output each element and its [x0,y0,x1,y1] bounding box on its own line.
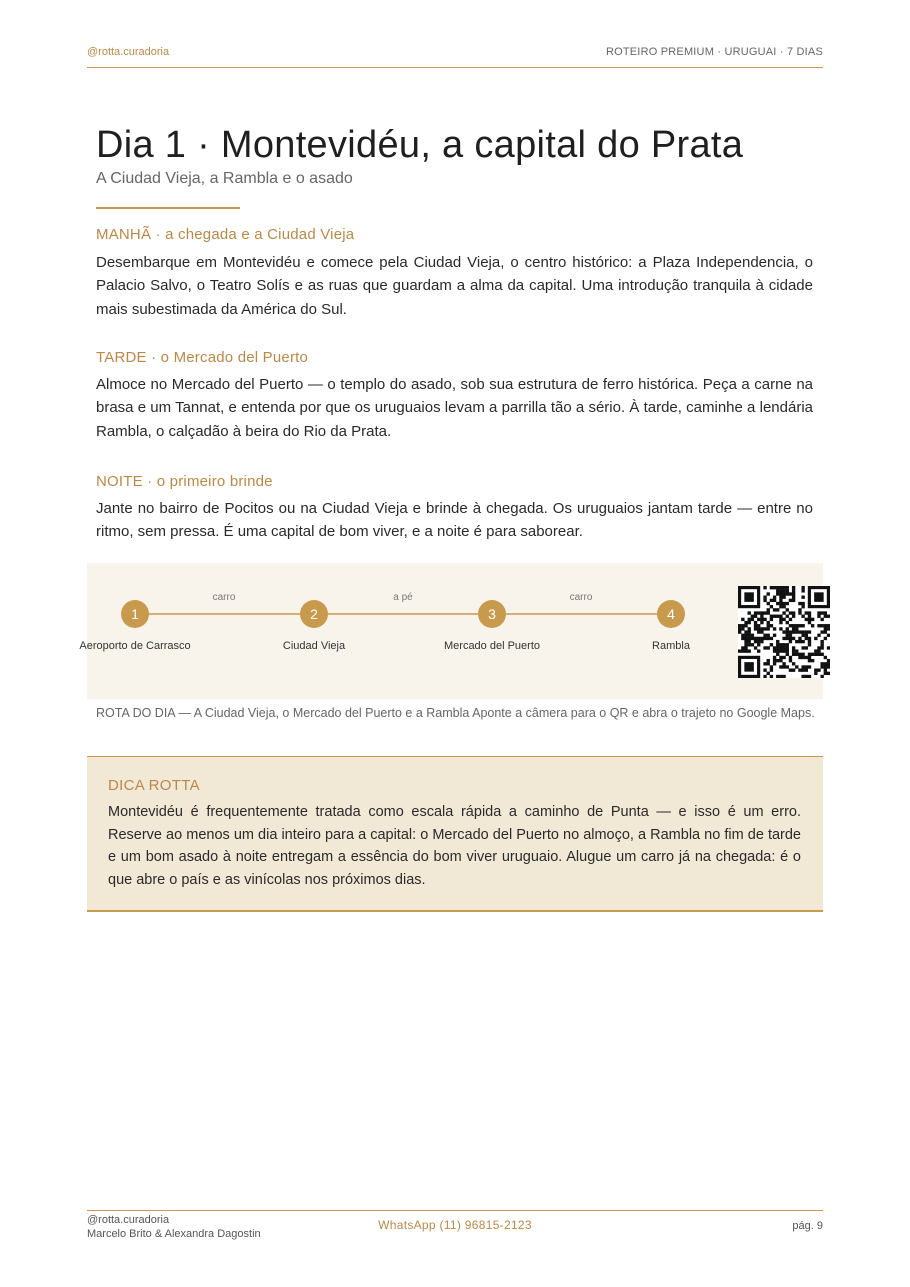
route-stop-label: Ciudad Vieja [282,640,346,652]
route-stop-label: Aeroporto de Carrasco [79,640,191,652]
tip-heading: DICA ROTTA [108,777,200,794]
route-segment-label: carro [569,592,593,603]
footer-authors: Marcelo Brito & Alexandra Dagostin [87,1228,261,1240]
route-stop-marker: 2 [300,600,328,628]
route-segment-label: carro [212,592,236,603]
footer-whatsapp-link[interactable]: WhatsApp (11) 96815-2123 [378,1218,532,1232]
tip-box [87,756,823,912]
route-line [87,563,823,699]
page-header [87,46,823,68]
section-afternoon-heading: TARDE · o Mercado del Puerto [96,349,309,366]
page-title: Dia 1 · Montevidéu, a capital do Prata [96,124,744,166]
route-caption: ROTA DO DIA — A Ciudad Vieja, o Mercado del Puerto e a Rambla Aponte a câmera para o QR e abra o trajeto no Google Maps. [96,706,815,720]
page-number: pág. 9 [792,1220,823,1232]
page-footer [87,1210,823,1243]
route-panel [79,563,823,699]
footer-handle: @rotta.curadoria [87,1214,170,1226]
route-stop-marker: 1 [121,600,149,628]
qr-code-icon [738,586,830,678]
route-stop-marker: 3 [478,600,506,628]
route-stop-label: Mercado del Puerto [444,640,540,652]
section-morning-text: Desembarque em Montevidéu e comece pela Ciudad Vieja, o centro histórico: a Plaza Independencia, o Palacio Salvo, o Teatro Solís e as ruas que guardam a alma da capital. Uma introdução tranquila à cidade mais subestimada da América do Sul. [96,254,813,318]
section-night-text: Jante no bairro de Pocitos ou na Ciudad Vieja e brinde à chegada. Os uruguaios jantam tarde — entre no ritmo, sem pressa. É uma capital de bom viver, e a noite é para saborear. [96,500,813,541]
qr-code[interactable] [738,586,830,678]
header-handle: @rotta.curadoria [87,46,170,58]
section-afternoon-text: Almoce no Mercado del Puerto — o templo do asado, sob sua estrutura de ferro histórica. Peça a carne na brasa e um Tannat, e entenda por que os uruguaios levam a parrilla tão a sério. À tarde, caminhe a lendária Rambla, o calçadão à beira do Rio da Prata. [96,376,813,440]
route-stop-label: Rambla [652,640,690,652]
section-morning-heading: MANHÃ · a chegada e a Ciudad Vieja [96,226,355,243]
section-night-heading: NOITE · o primeiro brinde [96,473,273,490]
route-segment-label: a pé [393,592,413,603]
route-stop-marker: 4 [657,600,685,628]
tip-text: Montevidéu é frequentemente tratada como escala rápida a caminho de Punta — e isso é um erro. Reserve ao menos um dia inteiro para a capital: o Mercado del Puerto no almoço, a Rambla no fim de tarde e um bom asado à noite entregam a essência do bom viver uruguaio. Alugue um carro já na chegada: é o que abre o país e as vinícolas nos próximos dias. [108,804,801,888]
title-divider [96,207,240,209]
page-subtitle: A Ciudad Vieja, a Rambla e o asado [96,170,353,187]
header-doc-title: ROTEIRO PREMIUM · URUGUAI · 7 DIAS [605,46,823,58]
